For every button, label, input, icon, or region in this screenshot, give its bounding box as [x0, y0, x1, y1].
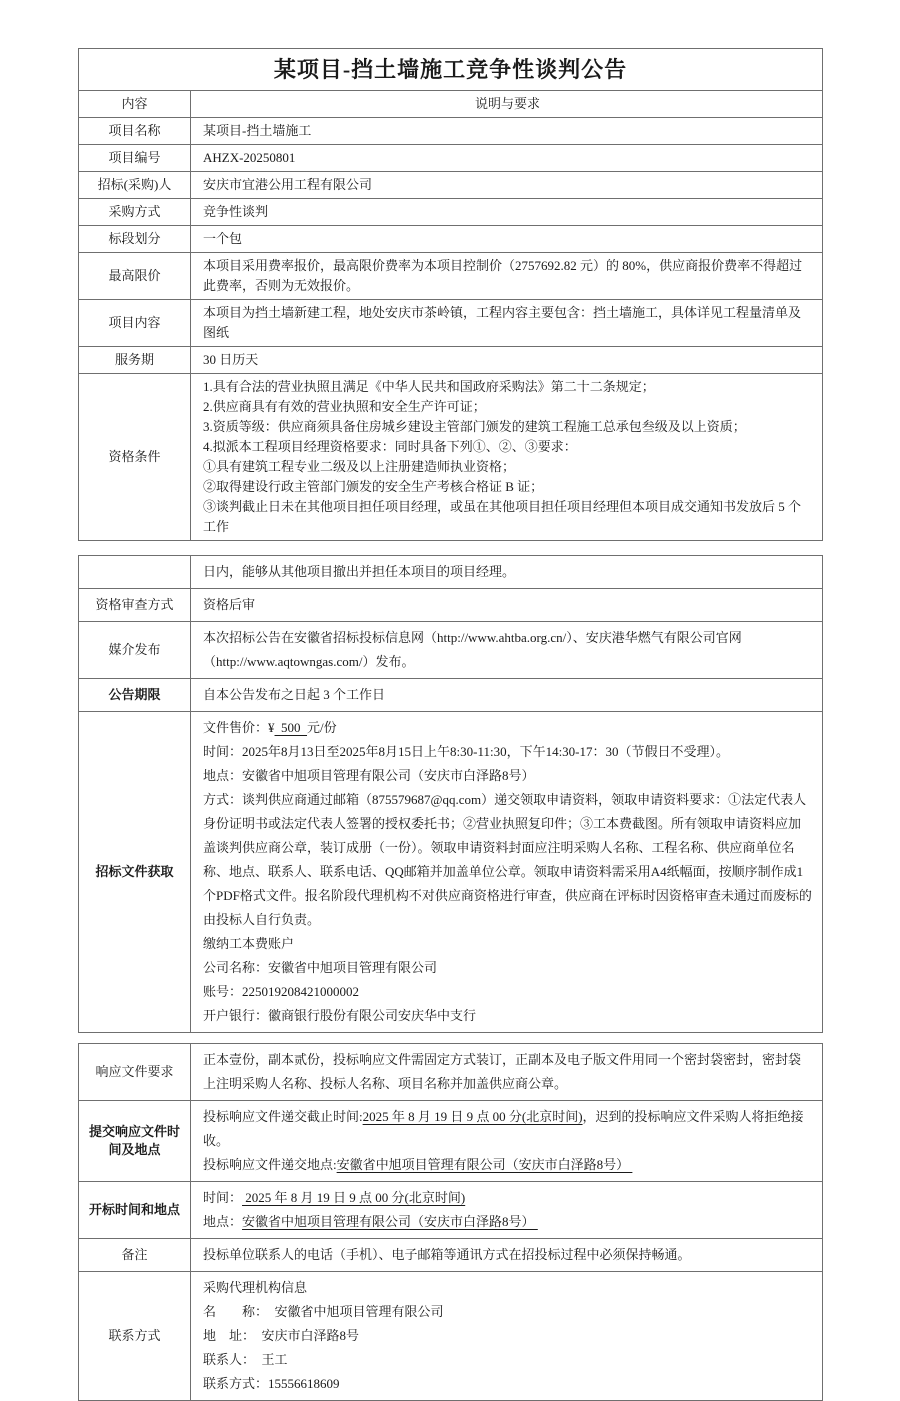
announcement-table-submission [78, 1043, 823, 1401]
row-content [191, 556, 822, 588]
row-label: 服务期 [79, 347, 191, 373]
content-line: 联系方式：15556618609 [203, 1376, 340, 1391]
content-line: 竞争性谈判 [203, 204, 269, 219]
underlined-text: 500 [274, 720, 308, 735]
content-line: 联系人： 王工 [203, 1352, 288, 1367]
content-line: 公司名称：安徽省中旭项目管理有限公司 [203, 960, 438, 975]
content-line: 采购代理机构信息 [203, 1280, 308, 1295]
table-row [79, 299, 822, 346]
content-line: 开户银行：徽商银行股份有限公司安庆华中支行 [203, 1008, 477, 1023]
content-line [203, 1186, 812, 1210]
text-segment: 文件售价：¥ [203, 720, 275, 735]
underlined-text: 2025 年 8 月 19 日 9 点 00 分(北京时间) [242, 1190, 466, 1205]
text-segment: ，迟到的投标响应文件采购人将拒绝接收。 [203, 1109, 804, 1148]
row-content [191, 199, 822, 225]
row-label: 最高限价 [79, 253, 191, 299]
table-row [79, 198, 822, 225]
table-row [79, 1181, 822, 1238]
row-label: 采购方式 [79, 199, 191, 225]
row-content [191, 91, 822, 117]
row-content [191, 679, 822, 711]
announcement-table-main [78, 48, 823, 541]
row-label: 内容 [79, 91, 191, 117]
content-line: 本次招标公告在安徽省招标投标信息网（http://www.ahtba.org.cn/）、安庆港华燃气有限公司官网（http://www.aqtowngas.com/）发布。 [203, 630, 742, 669]
row-content [191, 589, 822, 621]
content-line: 2.供应商具有有效的营业执照和安全生产许可证； [203, 399, 486, 414]
row-label: 标段划分 [79, 226, 191, 252]
underlined-text: 安徽省中旭项目管理有限公司（安庆市白泽路8号） [336, 1157, 633, 1172]
row-label: 资格条件 [79, 374, 191, 540]
row-label: 项目内容 [79, 300, 191, 346]
table-row [79, 588, 822, 621]
row-label: 项目编号 [79, 145, 191, 171]
row-content [191, 622, 822, 678]
content-line: 账号：225019208421000002 [203, 984, 360, 999]
row-label: 开标时间和地点 [79, 1182, 191, 1238]
row-content [191, 1239, 822, 1271]
text-segment: 地点： [203, 1214, 243, 1229]
row-content [191, 253, 822, 299]
row-label: 媒介发布 [79, 622, 191, 678]
content-line: 30 日历天 [203, 352, 259, 367]
content-line: 资格后审 [203, 597, 256, 612]
row-content [191, 226, 822, 252]
row-label: 项目名称 [79, 118, 191, 144]
content-line: 3.资质等级：供应商须具备住房城乡建设主管部门颁发的建筑工程施工总承包叁级及以上资质； [203, 419, 746, 434]
content-line: 时间：2025年8月13日至2025年8月15日上午8:30-11:30，下午14:30-17：30（节假日不受理）。 [203, 744, 730, 759]
row-content [191, 1272, 822, 1400]
row-content [191, 145, 822, 171]
row-content [191, 1182, 822, 1238]
row-label: 资格审查方式 [79, 589, 191, 621]
text-segment: 元/份 [307, 720, 337, 735]
table-row [79, 346, 822, 373]
table-row [79, 225, 822, 252]
content-line: 方式：谈判供应商通过邮箱（875579687@qq.com）递交领取申请资料，领取申请资料要求：①法定代表人身份证明书或法定代表人签署的授权委托书；②营业执照复印件；③工本费截图。所有领取申请资料应加盖谈判供应商公章，装订成册（一份）。领取申请资料封面应注明采购人名称、工程名称、供应商单位名称、地点、联系人、联系电话、QQ邮箱并加盖单位公章。领取申请资料需采用A4纸幅面，按顺序制作成1个PDF格式文件。报名阶段代理机构不对供应商资格进行审查，供应商在评标时因资格审查未通过而废标的由投标人自行负责。 [203, 792, 812, 927]
content-line: ③谈判截止日未在其他项目担任项目经理，或虽在其他项目担任项目经理但本项目成交通知书发放后 5 个工作 [203, 499, 802, 534]
table-row [79, 621, 822, 678]
table-row [79, 1238, 822, 1271]
row-content [191, 172, 822, 198]
content-line: 一个包 [203, 231, 243, 246]
table-row [79, 144, 822, 171]
content-line: 名 称： 安徽省中旭项目管理有限公司 [203, 1304, 444, 1319]
content-line: 缴纳工本费账户 [203, 936, 295, 951]
row-label: 提交响应文件时间及地点 [79, 1101, 191, 1181]
table-row [79, 1271, 822, 1400]
table-row [79, 171, 822, 198]
table-row [79, 678, 822, 711]
table-row [79, 711, 822, 1032]
content-line: AHZX-20250801 [203, 150, 296, 165]
table-row [79, 1044, 822, 1100]
content-line: 自本公告发布之日起 3 个工作日 [203, 687, 386, 702]
content-line: 1.具有合法的营业执照且满足《中华人民共和国政府采购法》第二十二条规定； [203, 379, 655, 394]
content-line: 说明与要求 [474, 96, 540, 111]
content-line: 4.拟派本工程项目经理资格要求：同时具备下列①、②、③要求： [203, 439, 577, 454]
underlined-text: 2025 年 8 月 19 日 9 点 00 分(北京时间) [362, 1109, 583, 1124]
content-line: 日内，能够从其他项目撤出并担任本项目的项目经理。 [203, 564, 516, 579]
row-content [191, 1044, 822, 1100]
text-segment: 投标响应文件递交截止时间: [203, 1109, 363, 1124]
content-line: ②取得建设行政主管部门颁发的安全生产考核合格证 B 证； [203, 479, 544, 494]
content-line [203, 716, 812, 740]
row-label: 备注 [79, 1239, 191, 1271]
row-content [191, 118, 822, 144]
text-segment: 投标响应文件递交地点: [203, 1157, 337, 1172]
content-line: 某项目-挡土墙施工 [203, 123, 312, 138]
row-label: 招标文件获取 [79, 712, 191, 1032]
table-row [79, 373, 822, 540]
announcement-table-continuation [78, 555, 823, 1033]
content-line: 投标单位联系人的电话（手机）、电子邮箱等通讯方式在招投标过程中必须保持畅通。 [203, 1247, 691, 1262]
row-label: 招标(采购)人 [79, 172, 191, 198]
row-content [191, 1101, 822, 1181]
content-line: 地点：安徽省中旭项目管理有限公司（安庆市白泽路8号） [203, 768, 535, 783]
content-line: 安庆市宜港公用工程有限公司 [203, 177, 373, 192]
row-content [191, 374, 822, 540]
row-content [191, 347, 822, 373]
row-content [191, 712, 822, 1032]
row-label [79, 556, 191, 588]
text-segment: 时间： [203, 1190, 243, 1205]
row-label: 响应文件要求 [79, 1044, 191, 1100]
content-line: 正本壹份，副本贰份，投标响应文件需固定方式装订，正副本及电子版文件用同一个密封袋密封，密封袋上注明采购人名称、投标人名称、项目名称并加盖供应商公章。 [203, 1052, 802, 1091]
content-line [203, 1210, 812, 1234]
table-row [79, 117, 822, 144]
content-line: 本项目为挡土墙新建工程，地处安庆市茶岭镇，工程内容主要包含：挡土墙施工，具体详见工程量清单及图纸 [203, 305, 802, 340]
underlined-text: 安徽省中旭项目管理有限公司（安庆市白泽路8号） [242, 1214, 538, 1229]
content-line [203, 1153, 812, 1177]
table-row [79, 90, 822, 117]
row-label: 联系方式 [79, 1272, 191, 1400]
table-row [79, 252, 822, 299]
document-title: 某项目-挡土墙施工竞争性谈判公告 [273, 57, 628, 82]
content-line: ①具有建筑工程专业二级及以上注册建造师执业资格； [203, 459, 516, 474]
content-line: 本项目采用费率报价，最高限价费率为本项目控制价（2757692.82 元）的 80%，供应商报价费率不得超过此费率，否则为无效报价。 [203, 258, 803, 293]
table-row [79, 1100, 822, 1181]
content-line: 地 址： 安庆市白泽路8号 [203, 1328, 360, 1343]
table-row [79, 556, 822, 588]
row-label: 公告期限 [79, 679, 191, 711]
row-content [191, 300, 822, 346]
content-line [203, 1105, 812, 1153]
